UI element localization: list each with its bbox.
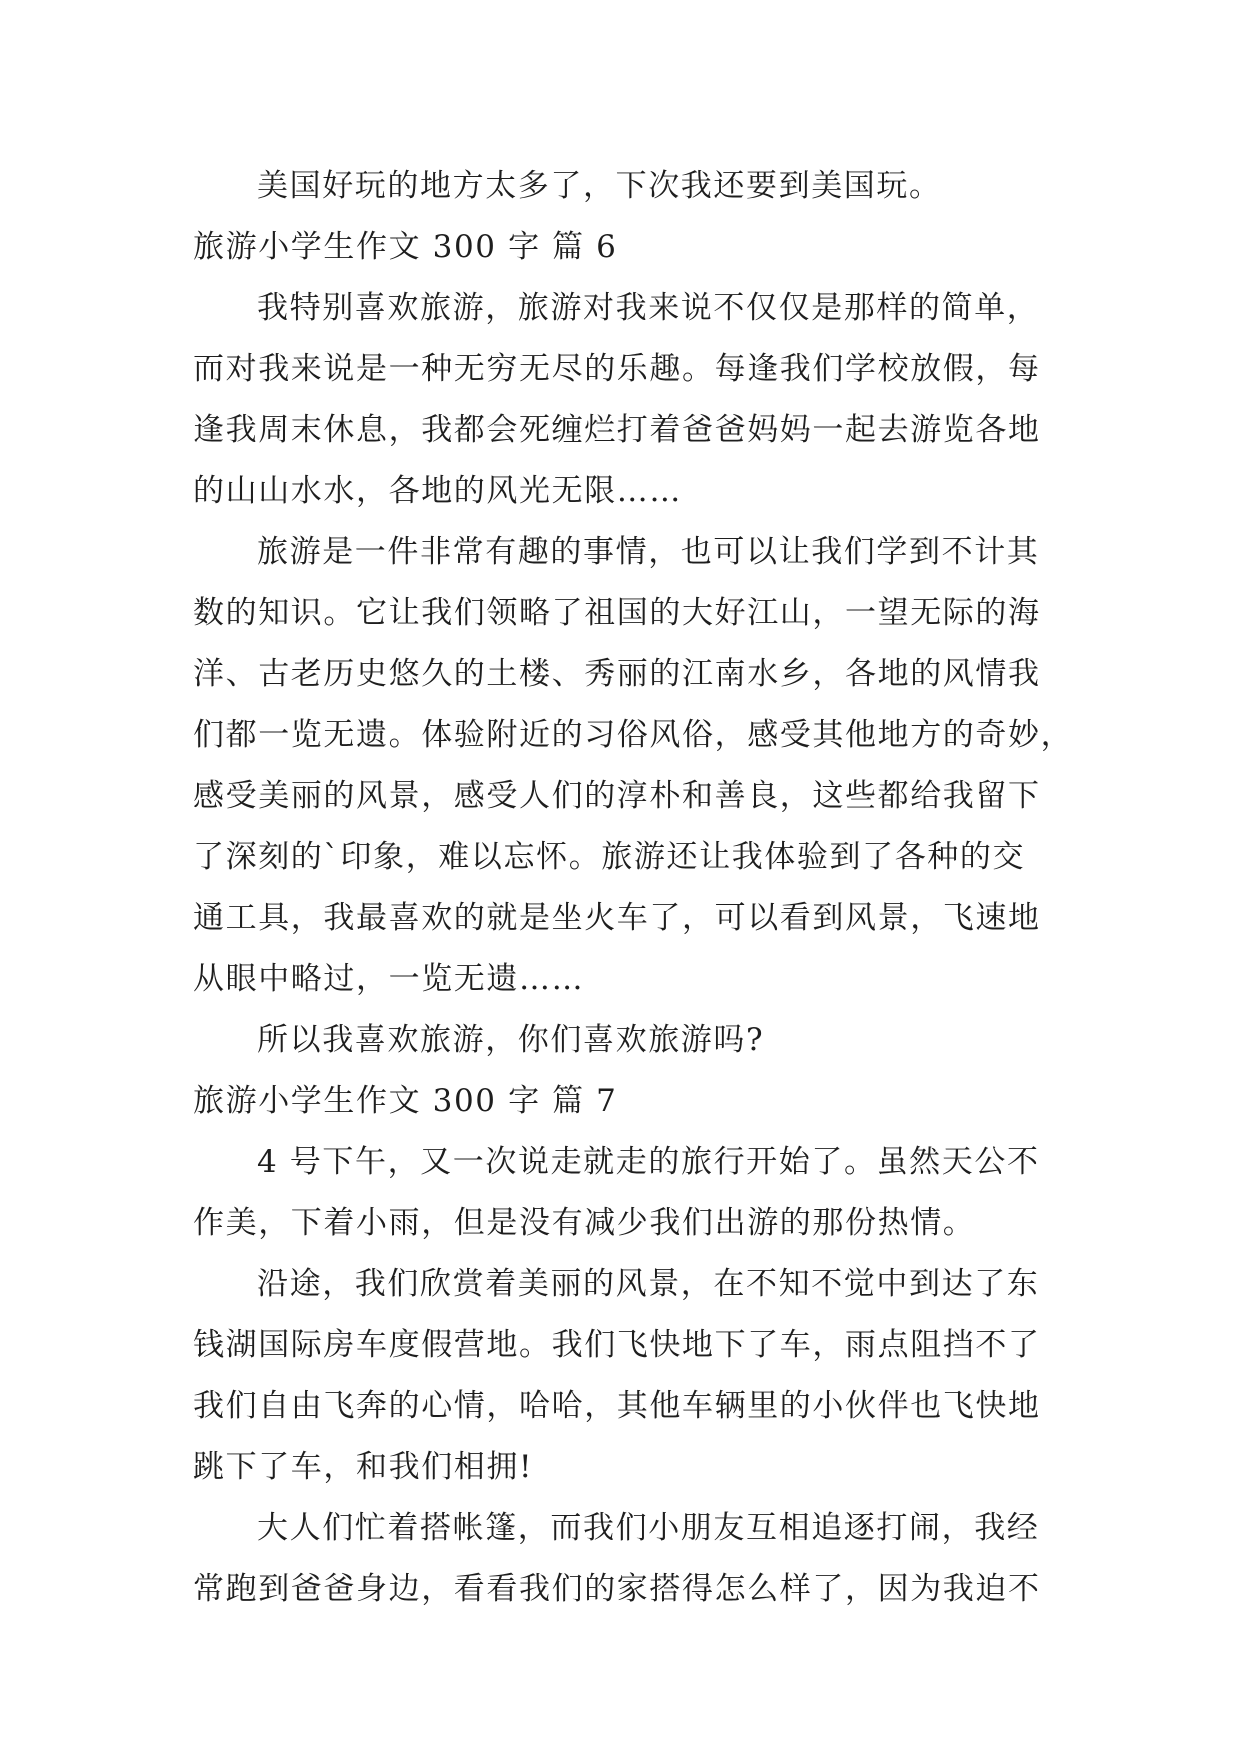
paragraph-line: 从眼中略过，一览无遗…… — [193, 961, 585, 997]
paragraph-line: 感受美丽的风景，感受人们的淳朴和善良，这些都给我留下 — [193, 778, 1041, 814]
paragraph-line: 的山山水水，各地的风光无限…… — [193, 473, 682, 509]
paragraph-line: 逢我周末休息，我都会死缠烂打着爸爸妈妈一起去游览各地 — [193, 412, 1041, 448]
paragraph-line: 我特别喜欢旅游，旅游对我来说不仅仅是那样的简单， — [257, 290, 1040, 326]
paragraph-line: 们都一览无遗。体验附近的习俗风俗，感受其他地方的奇妙， — [193, 717, 1074, 753]
paragraph-line: 了深刻的`印象，难以忘怀。旅游还让我体验到了各种的交 — [193, 839, 1026, 875]
paragraph-line: 洋、古老历史悠久的土楼、秀丽的江南水乡，各地的风情我 — [193, 656, 1041, 692]
paragraph-line: 美国好玩的地方太多了，下次我还要到美国玩。 — [257, 168, 942, 204]
paragraph-line: 大人们忙着搭帐篷，而我们小朋友互相追逐打闹，我经 — [257, 1510, 1040, 1546]
paragraph-line: 常跑到爸爸身边，看看我们的家搭得怎么样了，因为我迫不 — [193, 1571, 1041, 1607]
paragraph-line: 通工具，我最喜欢的就是坐火车了，可以看到风景，飞速地 — [193, 900, 1041, 936]
paragraph-line: 钱湖国际房车度假营地。我们飞快地下了车，雨点阻挡不了 — [193, 1327, 1041, 1363]
paragraph-line: 所以我喜欢旅游，你们喜欢旅游吗? — [257, 1022, 765, 1058]
paragraph-line: 数的知识。它让我们领略了祖国的大好江山，一望无际的海 — [193, 595, 1041, 631]
section-heading: 旅游小学生作文 300 字 篇 7 — [193, 1083, 618, 1119]
paragraph-line: 4 号下午，又一次说走就走的旅行开始了。虽然天公不 — [257, 1144, 1040, 1180]
paragraph-line: 旅游是一件非常有趣的事情，也可以让我们学到不计其 — [257, 534, 1040, 570]
paragraph-line: 跳下了车，和我们相拥! — [193, 1449, 534, 1485]
paragraph-line: 我们自由飞奔的心情，哈哈，其他车辆里的小伙伴也飞快地 — [193, 1388, 1041, 1424]
paragraph-line: 作美，下着小雨，但是没有减少我们出游的那份热情。 — [193, 1205, 976, 1241]
paragraph-line: 而对我来说是一种无穷无尽的乐趣。每逢我们学校放假，每 — [193, 351, 1041, 387]
paragraph-line: 沿途，我们欣赏着美丽的风景，在不知不觉中到达了东 — [257, 1266, 1040, 1302]
section-heading: 旅游小学生作文 300 字 篇 6 — [193, 229, 618, 265]
